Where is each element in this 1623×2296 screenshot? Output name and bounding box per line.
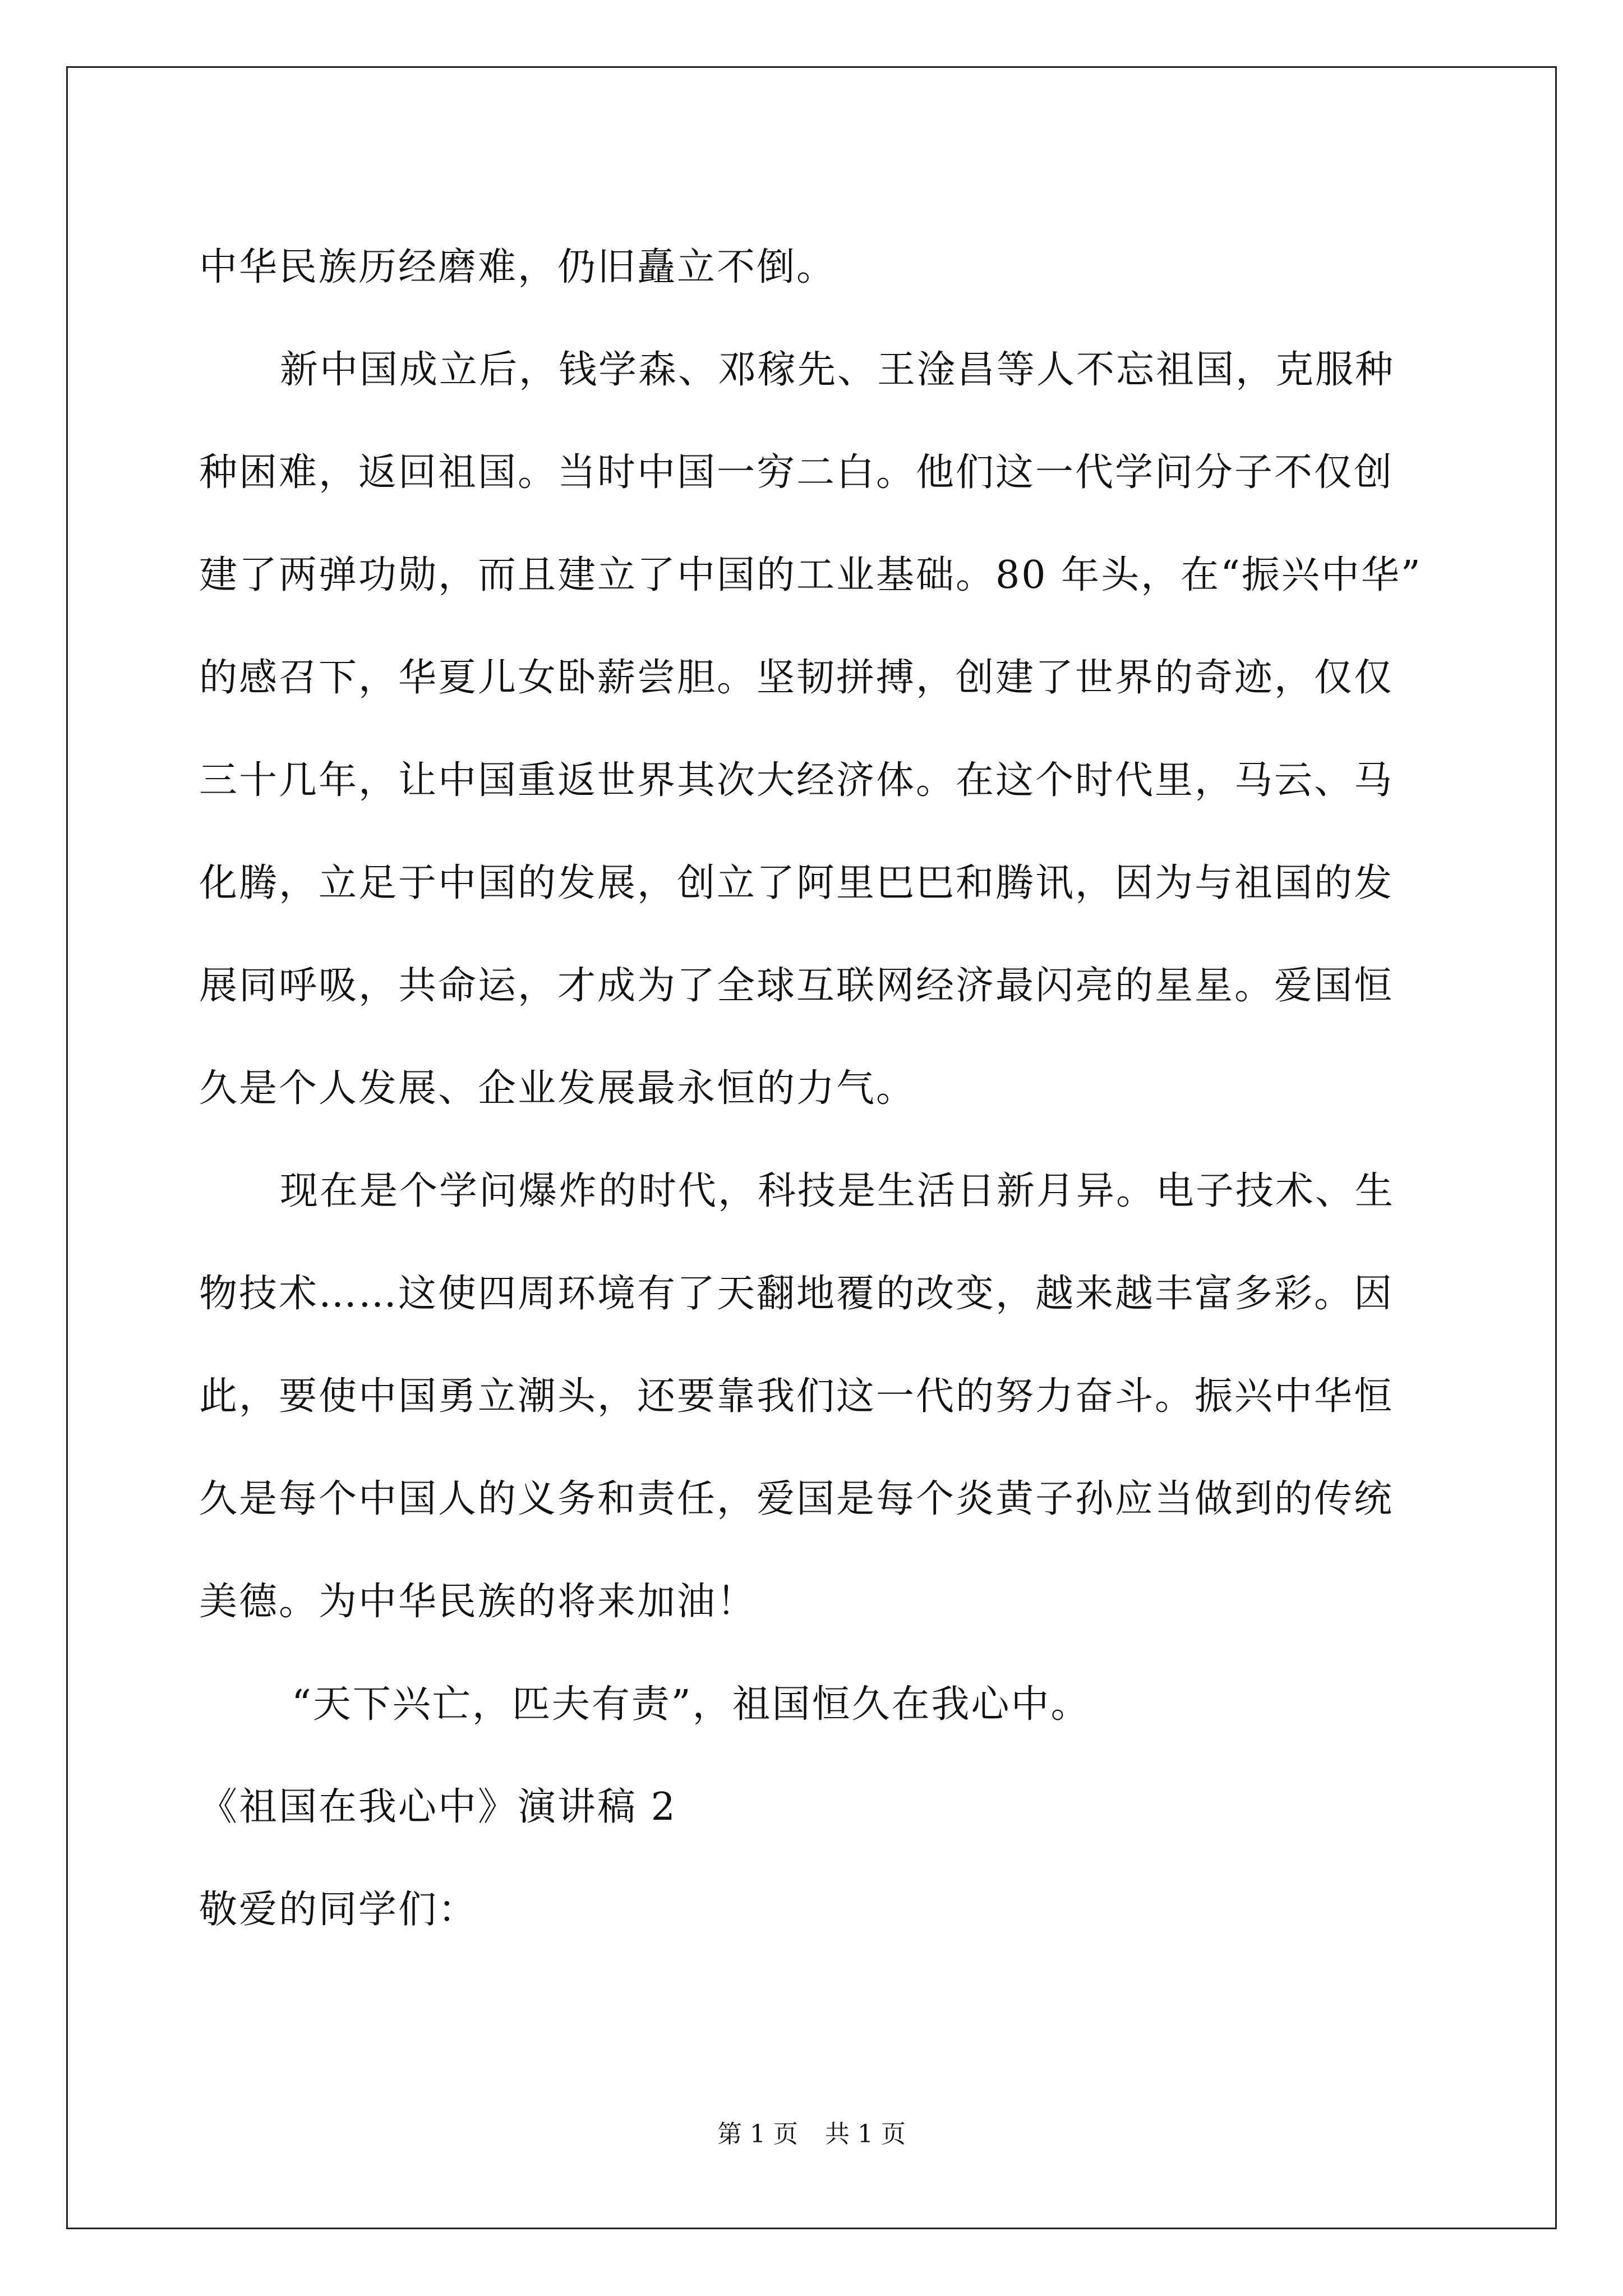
text-line-1: 中华民族历经磨难，仍旧矗立不倒。 xyxy=(199,245,837,289)
text-line-8: 展同呼吸，共命运，才成为了全球互联网经济最闪亮的星星。爱国恒 xyxy=(199,964,1394,1008)
page-total: 共 1 页 xyxy=(825,2120,906,2148)
text-line-10: 现在是个学问爆炸的时代，科技是生活日新月异。电子技术、生 xyxy=(280,1169,1395,1213)
text-line-13: 久是每个中国人的义务和责任，爱国是每个炎黄子孙应当做到的传统 xyxy=(199,1477,1394,1521)
text-line-15: “天下兴亡，匹夫有责”，祖国恒久在我心中。 xyxy=(292,1682,1091,1727)
page-number: 第 1 页 xyxy=(717,2120,798,2148)
text-line-3: 种困难，返回祖国。当时中国一穷二白。他们这一代学问分子不仅创 xyxy=(199,450,1394,495)
page-footer xyxy=(0,2114,1623,2150)
text-line-11: 物技术……这使四周环境有了天翻地覆的改变，越来越丰富多彩。因 xyxy=(199,1272,1394,1316)
text-line-14: 美德。为中华民族的将来加油！ xyxy=(199,1580,757,1624)
document-body xyxy=(199,216,1427,1961)
section-heading: 《祖国在我心中》演讲稿 2 xyxy=(199,1785,677,1829)
salutation: 敬爱的同学们： xyxy=(199,1888,478,1932)
text-line-12: 此，要使中国勇立潮头，还要靠我们这一代的努力奋斗。振兴中华恒 xyxy=(199,1374,1394,1419)
text-line-4: 建了两弹功勋，而且建立了中国的工业基础。80 年头，在“振兴中华” xyxy=(199,553,1422,597)
text-line-9: 久是个人发展、企业发展最永恒的力气。 xyxy=(199,1066,916,1111)
text-line-7: 化腾，立足于中国的发展，创立了阿里巴巴和腾讯，因为与祖国的发 xyxy=(199,861,1394,905)
text-line-2: 新中国成立后，钱学森、邓稼先、王淦昌等人不忘祖国，克服种 xyxy=(280,348,1395,392)
text-line-5: 的感召下，华夏儿女卧薪尝胆。坚韧拼搏，创建了世界的奇迹，仅仅 xyxy=(199,656,1394,700)
text-line-6: 三十几年，让中国重返世界其次大经济体。在这个时代里，马云、马 xyxy=(199,758,1394,803)
